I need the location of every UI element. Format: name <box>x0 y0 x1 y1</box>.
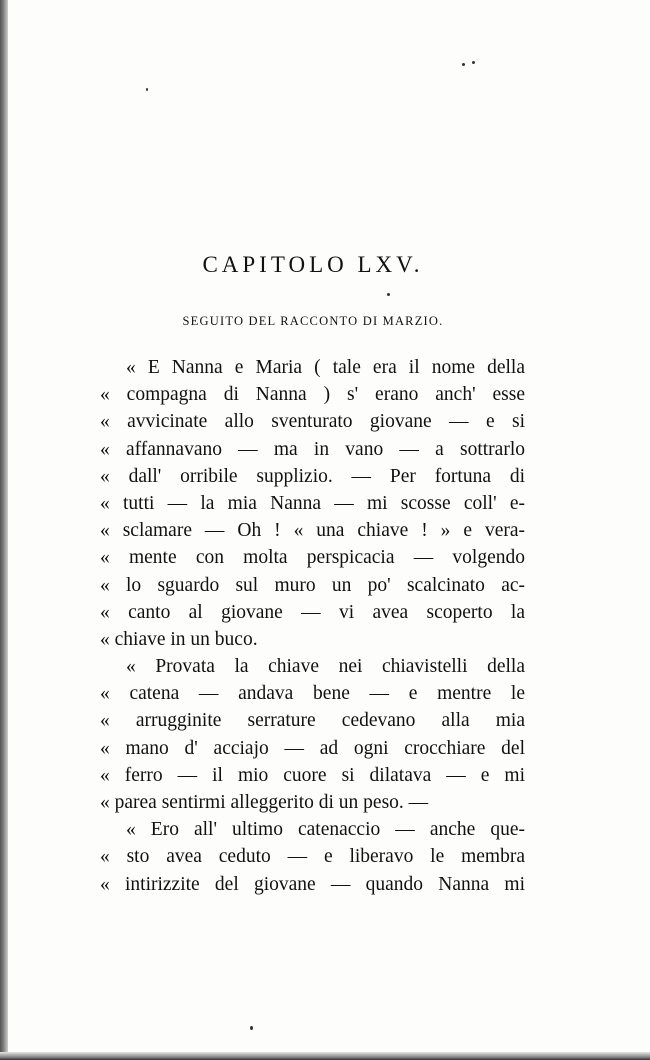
page-bottom-edge <box>0 1052 650 1060</box>
text-line: « sclamare — Oh ! « una chiave ! » e vera- <box>100 520 525 542</box>
text-line: « intirizzite del giovane — quando Nanna mi <box>100 873 525 895</box>
text-line: « dall' orribile supplizio. — Per fortuna di <box>100 465 525 487</box>
text-line: « tutti — la mia Nanna — mi scosse coll' e- <box>100 492 525 514</box>
text-line: « mano d' acciajo — ad ogni crocchiare del <box>100 737 525 759</box>
text-line: « mente con molta perspicacia — volgendo <box>100 547 525 569</box>
text-line: « arrugginite serrature cedevano alla mia <box>100 710 525 732</box>
print-speck <box>250 1026 253 1030</box>
text-line: « canto al giovane — vi avea scoperto la <box>100 601 525 623</box>
print-speck <box>472 61 475 64</box>
text-line: « compagna di Nanna ) s' erano anch' esse <box>100 384 525 406</box>
text-line: « Ero all' ultimo catenaccio — anche que- <box>126 819 525 841</box>
text-line: « ferro — il mio cuore si dilatava — e mi <box>100 764 525 786</box>
print-speck <box>387 293 390 296</box>
text-line: « catena — andava bene — e mentre le <box>100 683 525 705</box>
text-line: « E Nanna e Maria ( tale era il nome della <box>126 357 525 378</box>
text-line: « lo sguardo sul muro un po' scalcinato ac- <box>100 574 525 596</box>
text-line: « chiave in un buco. <box>100 628 258 650</box>
print-speck <box>146 88 148 91</box>
text-line: « parea sentirmi alleggerito di un peso. — <box>100 792 429 813</box>
text-line: « affannavano — ma in vano — a sottrarlo <box>100 438 525 460</box>
page-binding-edge <box>0 0 8 1060</box>
text-line: « Provata la chiave nei chiavistelli della <box>126 656 525 678</box>
body-text <box>100 354 525 898</box>
chapter-title: CAPITOLO LXV. <box>202 252 424 277</box>
print-speck <box>462 63 465 66</box>
chapter-subtitle: SEGUITO DEL RACCONTO DI MARZIO. <box>182 314 444 328</box>
text-line: « avvicinate allo sventurato giovane — e si <box>100 411 525 433</box>
text-line: « sto avea ceduto — e liberavo le membra <box>100 846 525 868</box>
